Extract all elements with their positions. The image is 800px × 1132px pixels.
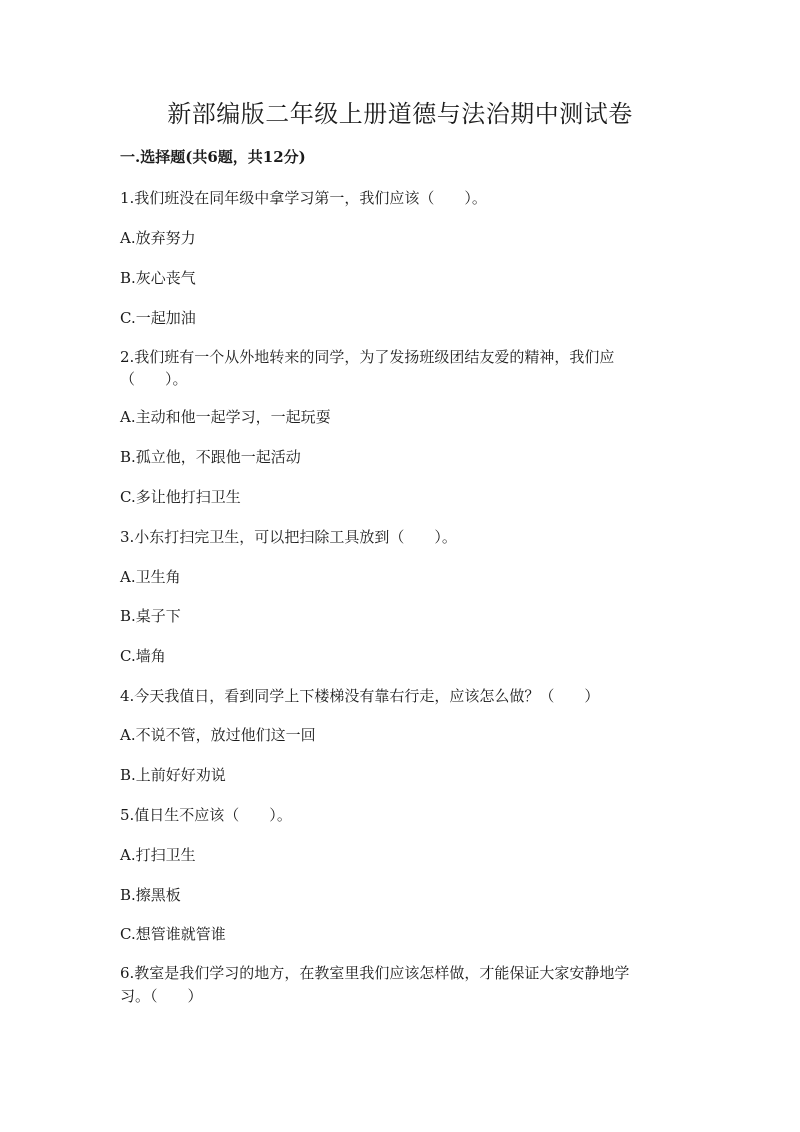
- option-5b: B.擦黑板: [120, 886, 181, 904]
- option-2b: B.孤立他，不跟他一起活动: [120, 448, 301, 466]
- page-title: 新部编版二年级上册道德与法治期中测试卷: [167, 100, 633, 128]
- option-1b: B.灰心丧气: [120, 269, 196, 287]
- question-2: 2.我们班有一个从外地转来的同学，为了发扬班级团结友爱的精神，我们应: [120, 348, 615, 366]
- question-4: 4.今天我值日，看到同学上下楼梯没有靠右行走，应该怎么做？（ ）: [120, 687, 600, 705]
- question-6: 6.教室是我们学习的地方，在教室里我们应该怎样做，才能保证大家安静地学: [120, 964, 630, 982]
- question-1: 1.我们班没在同年级中拿学习第一，我们应该（ ）。: [120, 189, 487, 207]
- option-3b: B.桌子下: [120, 607, 181, 625]
- option-1a: A.放弃努力: [120, 229, 196, 247]
- option-5a: A.打扫卫生: [120, 846, 196, 864]
- option-2a: A.主动和他一起学习，一起玩耍: [120, 408, 331, 426]
- question-2-continued: （ ）。: [120, 370, 188, 388]
- question-5: 5.值日生不应该（ ）。: [120, 806, 292, 824]
- option-2c: C.多让他打扫卫生: [120, 488, 241, 506]
- option-3a: A.卫生角: [120, 568, 181, 586]
- question-6-continued: 习。（ ）: [120, 987, 203, 1005]
- option-4a: A.不说不管，放过他们这一回: [120, 726, 316, 744]
- section-heading: 一.选择题(共6题，共12分): [120, 148, 306, 166]
- option-1c: C.一起加油: [120, 309, 196, 327]
- option-3c: C.墙角: [120, 647, 166, 665]
- question-3: 3.小东打扫完卫生，可以把扫除工具放到（ ）。: [120, 528, 457, 546]
- option-5c: C.想管谁就管谁: [120, 925, 226, 943]
- option-4b: B.上前好好劝说: [120, 766, 226, 784]
